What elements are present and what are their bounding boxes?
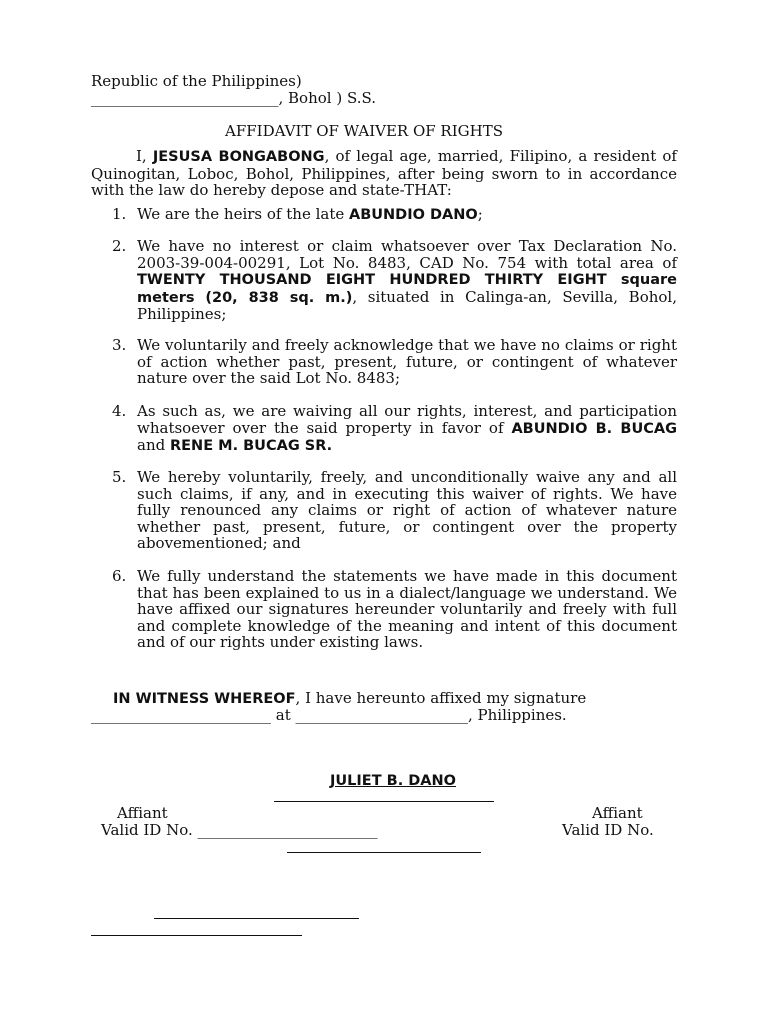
affiant-name: JESUSA BONGABONG (152, 149, 325, 165)
land-area: TWENTY THOUSAND EIGHT HUNDRED THIRTY EIGHT square meters (20, 838 sq. m.) (137, 272, 677, 306)
item-5-text (137, 469, 677, 552)
beneficiary-1: ABUNDIO B. BUCAG (511, 420, 677, 437)
item-6-text-a: We fully understand the statements we have made in this document that has been explained to us in a dialect/language we understand. We have affixed our signatures hereunder voluntarily and freely with full and complete knowledge of the meaning and intent of this document and of our rights under existing laws. (137, 567, 677, 651)
left-valid-id-blank: ________________________ (192, 821, 378, 839)
right-valid-id-label: Valid ID No. (562, 821, 654, 839)
item-5-text-a: We hereby voluntarily, freely, and unconditionally waive any and all such claims, if any, and in executing this waiver of rights. We have fully renounced any claims or right of action of whatever nature whether past, present, future, or contingent over the property abovementioned; and (137, 468, 677, 552)
item-4-text-b: and (137, 436, 170, 454)
item-5-number: 5. (112, 468, 127, 486)
item-4-number: 4. (112, 402, 127, 420)
item-6-number: 6. (112, 567, 127, 585)
item-1-number: 1. (112, 205, 127, 223)
item-2-text-a: We have no interest or claim whatsoever over Tax Declaration No. 2003-39-004-00291, Lot No. 8483, CAD No. 754 with total area of (137, 237, 677, 272)
item-1-text-a: We are the heirs of the late (137, 205, 349, 223)
witness-line-2 (91, 707, 567, 724)
item-1-text (137, 206, 677, 224)
witness-heading: IN WITNESS WHEREOF (113, 691, 296, 707)
item-3-text (137, 337, 677, 387)
right-affiant-label: Affiant (592, 804, 643, 822)
header-republic: Republic of the Philippines) (91, 72, 302, 90)
heir-name: ABUNDIO DANO (349, 207, 478, 223)
item-2-number: 2. (112, 237, 127, 255)
item-2-text (137, 238, 677, 323)
beneficiary-2: RENE M. BUCAG SR. (169, 438, 333, 454)
item-4-text (137, 403, 677, 455)
witness-text-b: at (271, 706, 296, 724)
witness-text-c: , Philippines. (468, 706, 567, 724)
document-title: AFFIDAVIT OF WAIVER OF RIGHTS (225, 122, 503, 140)
item-3-number: 3. (112, 336, 127, 354)
left-valid-id (101, 822, 378, 839)
left-valid-id-label: Valid ID No. (101, 821, 193, 839)
witness-text-a: , I have hereunto affixed my signature (295, 689, 587, 707)
intro-paragraph (91, 148, 677, 199)
left-affiant-label: Affiant (117, 804, 168, 822)
signature-place-blank: _______________________ (295, 706, 469, 724)
item-3-text-a: We voluntarily and freely acknowledge that we have no claims or right of action whether past, present, future, or contingent of whatever nature over the said Lot No. 8483; (137, 336, 677, 387)
center-id-line (287, 852, 481, 853)
signatory-name: JULIET B. DANO (330, 773, 456, 789)
intro-rest: , of legal age, married, Filipino, a resident of Quinogitan, Loboc, Bohol, Philippines, after being sworn to in accordance with the law do hereby depose and state-THAT: (91, 147, 677, 199)
item-2-text-b: , situated in Calinga-an, Sevilla, Bohol, Philippines; (137, 287, 677, 323)
signature-date-blank: ________________________ (91, 706, 271, 724)
center-signature-line (274, 801, 494, 802)
witness-signature-line-1 (154, 918, 359, 919)
item-6-text (137, 568, 677, 651)
venue-rest: , Bohol ) S.S. (278, 89, 376, 107)
intro-lead: I, (136, 147, 153, 165)
venue-blank-line: _________________________ (91, 89, 279, 107)
item-1-text-b: ; (477, 205, 483, 223)
header-venue (91, 90, 376, 107)
item-4-text-a: As such as, we are waiving all our rights, interest, and participation whatsoever over the said property in favor of (137, 402, 677, 437)
witness-signature-line-2 (91, 935, 302, 936)
